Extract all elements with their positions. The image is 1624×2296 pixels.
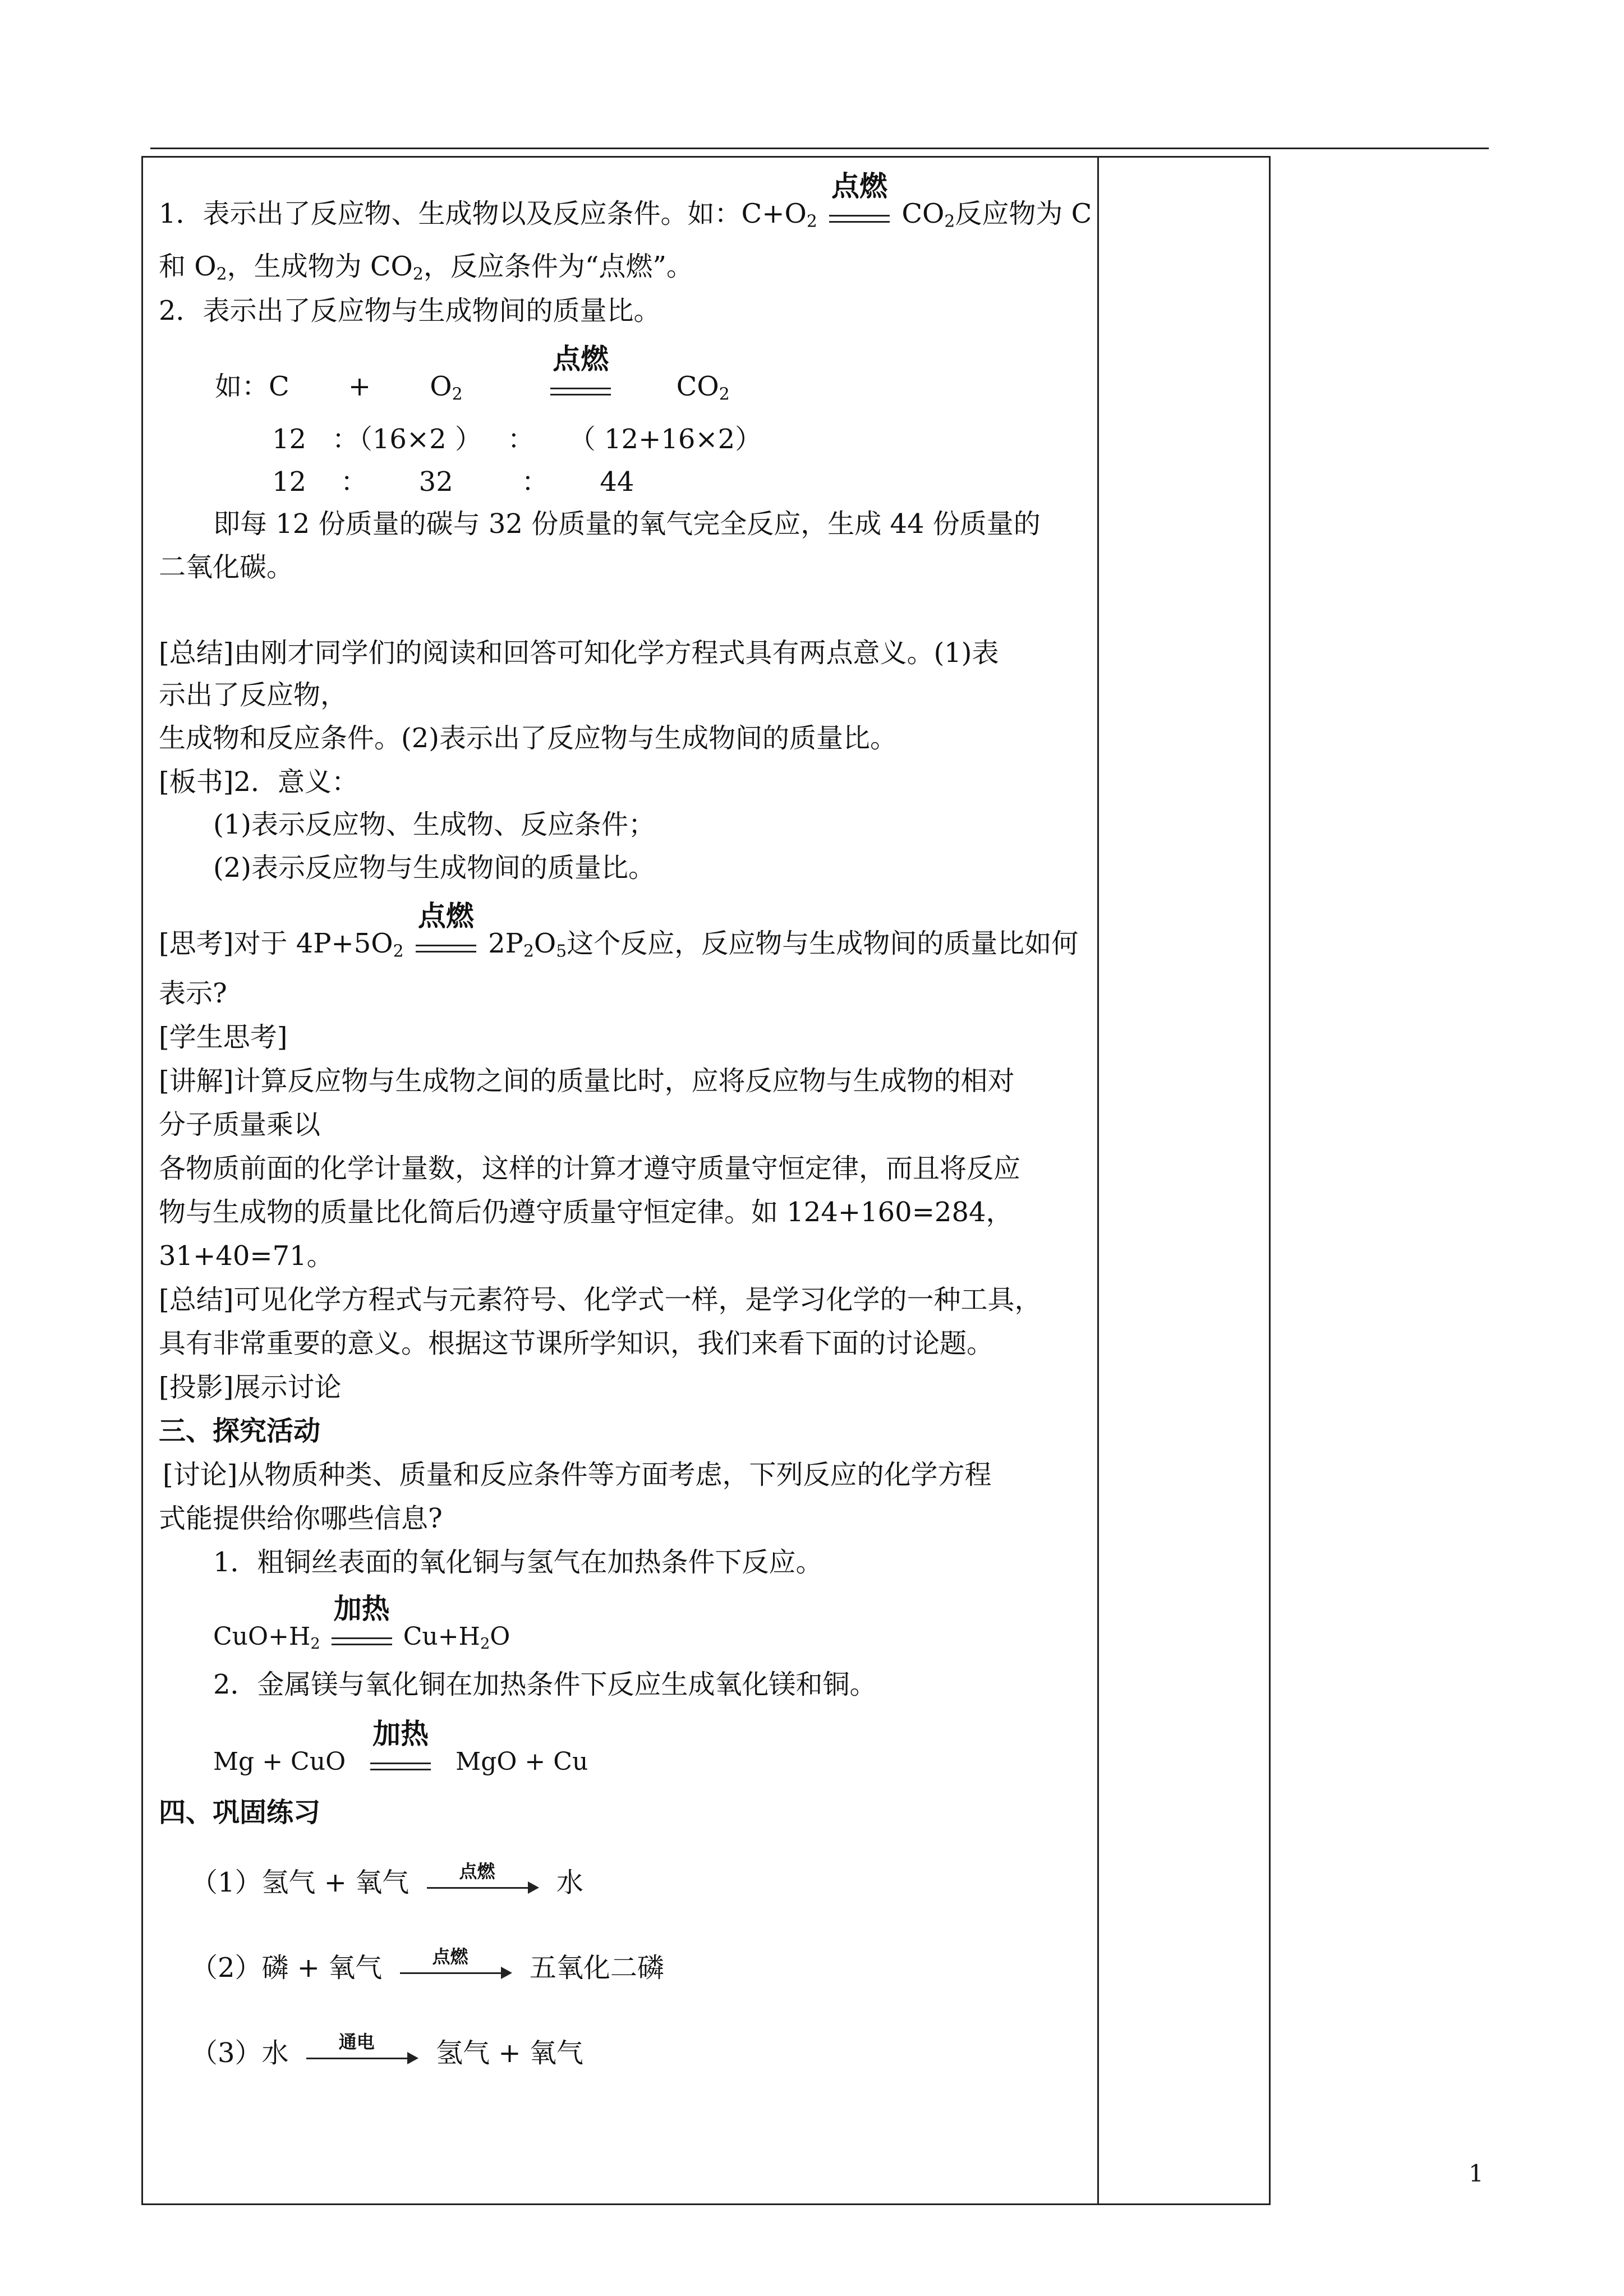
arrow-icon: 点燃: [400, 1957, 512, 1984]
arrow-icon: 通电: [306, 2042, 418, 2069]
meaning-line-2: 和 $O_2$，生成物为 $CO_2$，反应条件为“点燃”。: [159, 251, 693, 284]
equals-sign: 加热: [328, 1625, 395, 1652]
discussion-line: [讨论]从物质种类、质量和反应条件等方面考虑，下列反应的化学方程: [163, 1459, 992, 1490]
exercise-item: （1）氢气 + 氧气 点燃 水: [191, 1860, 583, 1898]
discussion-item: 2．金属镁与氧化铜在加热条件下反应生成氧化镁和铜。: [213, 1669, 877, 1700]
discussion-item: 1．粗铜丝表面的氧化铜与氢气在加热条件下反应。: [213, 1547, 823, 1578]
explain-line: 分子质量乘以: [159, 1109, 321, 1140]
equals-sign: 点燃: [412, 932, 480, 959]
board-line: (1)表示反应物、生成物、反应条件；: [213, 809, 655, 840]
equals-sign: 加热: [367, 1750, 434, 1777]
explain-line: 物与生成物的质量比化简后仍遵守质量守恒定律。如 124+160=284，: [159, 1197, 1013, 1228]
board-line: (2)表示反应物与生成物间的质量比。: [213, 852, 655, 884]
meaning-line-3: 2．表示出了反应物与生成物间的质量比。: [159, 295, 661, 326]
explain-line: 各物质前面的化学计量数，这样的计算才遵守质量守恒定律，而且将反应: [159, 1153, 1021, 1184]
board-line: [板书]2．意义：: [159, 766, 358, 798]
example-equation: 如：$C + O_2$ 点燃 $CO_2$: [215, 342, 730, 404]
summary-line: [总结]可见化学方程式与元素符号、化学式一样，是学习化学的一种工具，: [159, 1284, 1042, 1315]
equals-sign: 点燃: [826, 203, 893, 229]
discussion-line: 式能提供给你哪些信息?: [159, 1503, 443, 1534]
meaning-line-1: 1．表示出了反应物、生成物以及反应条件。如：$C+O_2$ 点燃 $CO_2$反应物为 C: [159, 169, 1092, 232]
page-number: 1: [1469, 2160, 1484, 2187]
arrow-icon: 点燃: [427, 1871, 539, 1898]
summary-line: 具有非常重要的意义。根据这节课所学知识，我们来看下面的讨论题。: [159, 1328, 994, 1359]
exercise-item: （3）水 通电 氢气 + 氧气: [191, 2031, 583, 2069]
exercise-item: （2）磷 + 氧气 点燃 五氧化二磷: [191, 1945, 664, 1984]
explanation-line: 即每 12 份质量的碳与 32 份质量的氧气完全反应，生成 44 份质量的: [213, 508, 1041, 540]
notes-column-divider: [1097, 156, 1099, 2205]
summary-line: [总结]由刚才同学们的阅读和回答可知化学方程式具有两点意义。(1)表: [159, 637, 999, 669]
projection-line: [投影]展示讨论: [159, 1372, 342, 1403]
mass-ratio-line: 12 ： 32 ： 44: [272, 466, 634, 498]
summary-line: 生成物和反应条件。(2)表示出了反应物与生成物间的质量比。: [159, 723, 897, 754]
header-rule: [150, 148, 1489, 149]
equals-sign: 点燃: [547, 375, 614, 402]
reaction-equation: Mg + CuO 加热 MgO + Cu: [213, 1717, 588, 1776]
summary-line: 示出了反应物，: [159, 679, 348, 711]
mass-calc-line: 12 ：（16×2 ） ： （ 12+16×2）: [272, 424, 762, 455]
explain-line: [讲解]计算反应物与生成物之间的质量比时，应将反应物与生成物的相对: [159, 1065, 1015, 1097]
section-heading: 四、巩固练习: [159, 1797, 321, 1828]
think-line: 表示?: [159, 978, 227, 1009]
section-heading: 三、探究活动: [159, 1415, 321, 1447]
think-line: [思考]对于 $4P+5O_2$ 点燃 $2P_2O_5$这个反应，反应物与生成物间的质量比如何: [159, 899, 1079, 961]
student-think: [学生思考]: [159, 1022, 288, 1053]
reaction-equation: $CuO+H_2$ 加热 $Cu+H_2O$: [213, 1592, 510, 1653]
explanation-line: 二氧化碳。: [159, 551, 294, 583]
explain-line: 31+40=71。: [159, 1240, 334, 1272]
